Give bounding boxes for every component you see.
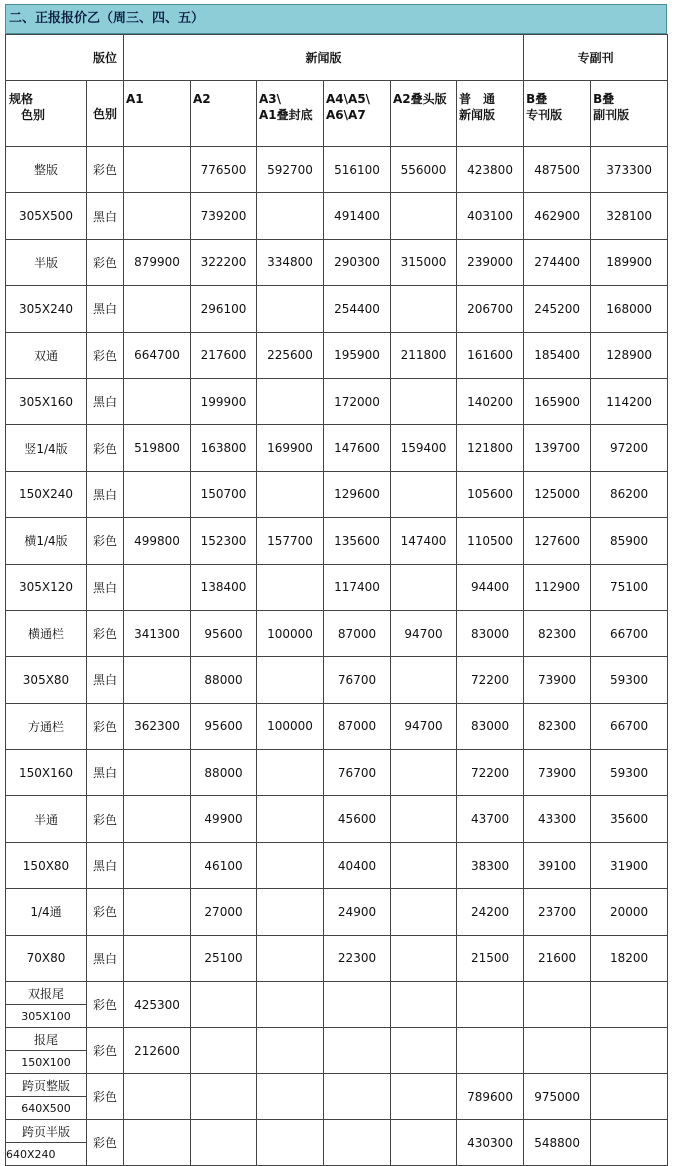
price-cell bbox=[391, 1120, 457, 1166]
price-cell: 776500 bbox=[191, 147, 257, 193]
price-cell bbox=[257, 889, 324, 935]
price-cell bbox=[391, 796, 457, 842]
price-cell: 239000 bbox=[457, 239, 524, 285]
price-cell bbox=[591, 1074, 668, 1120]
row-spec: 半通 bbox=[6, 796, 87, 842]
price-cell bbox=[391, 982, 457, 1028]
price-cell: 87000 bbox=[324, 703, 391, 749]
price-cell bbox=[391, 193, 457, 239]
price-cell: 245200 bbox=[524, 286, 591, 332]
price-cell bbox=[257, 1074, 324, 1120]
price-cell bbox=[257, 378, 324, 424]
row-spec: 双报尾 bbox=[6, 982, 87, 1005]
price-cell: 322200 bbox=[191, 239, 257, 285]
header-col-line2: A1叠封底 bbox=[259, 108, 313, 122]
price-cell: 462900 bbox=[524, 193, 591, 239]
table-row bbox=[6, 378, 668, 424]
table-row bbox=[6, 425, 668, 471]
price-cell: 43700 bbox=[457, 796, 524, 842]
price-cell: 161600 bbox=[457, 332, 524, 378]
price-cell bbox=[124, 378, 191, 424]
row-spec: 70X80 bbox=[6, 935, 87, 981]
price-cell: 66700 bbox=[591, 703, 668, 749]
price-cell bbox=[124, 147, 191, 193]
row-spec: 1/4通 bbox=[6, 889, 87, 935]
price-cell: 315000 bbox=[391, 239, 457, 285]
price-cell: 82300 bbox=[524, 610, 591, 656]
price-cell: 147600 bbox=[324, 425, 391, 471]
price-cell bbox=[257, 286, 324, 332]
price-cell bbox=[391, 1074, 457, 1120]
header-col-line1: A1 bbox=[126, 92, 144, 106]
price-cell: 125000 bbox=[524, 471, 591, 517]
price-cell: 548800 bbox=[524, 1120, 591, 1166]
header-col-line1: B叠 bbox=[526, 92, 548, 106]
price-cell: 217600 bbox=[191, 332, 257, 378]
price-cell: 100000 bbox=[257, 703, 324, 749]
price-cell bbox=[124, 935, 191, 981]
row-spec: 305X120 bbox=[6, 564, 87, 610]
row-spec: 横1/4版 bbox=[6, 518, 87, 564]
header-col-line2: A6\A7 bbox=[326, 108, 366, 122]
price-cell: 491400 bbox=[324, 193, 391, 239]
price-cell bbox=[324, 982, 391, 1028]
price-cell: 20000 bbox=[591, 889, 668, 935]
price-cell: 35600 bbox=[591, 796, 668, 842]
header-sebie: 色别 bbox=[87, 81, 124, 147]
price-cell: 73900 bbox=[524, 657, 591, 703]
price-cell: 94700 bbox=[391, 610, 457, 656]
price-cell bbox=[257, 796, 324, 842]
price-cell bbox=[124, 657, 191, 703]
price-cell bbox=[324, 1120, 391, 1166]
price-cell: 86200 bbox=[591, 471, 668, 517]
price-cell: 140200 bbox=[457, 378, 524, 424]
row-color: 彩色 bbox=[87, 147, 124, 193]
price-cell: 43300 bbox=[524, 796, 591, 842]
price-table-body bbox=[6, 35, 668, 1166]
row-size: 640X240 bbox=[6, 1143, 87, 1166]
price-cell bbox=[191, 1028, 257, 1074]
price-cell: 128900 bbox=[591, 332, 668, 378]
table-row bbox=[6, 610, 668, 656]
row-spec: 竖1/4版 bbox=[6, 425, 87, 471]
header-row-1 bbox=[6, 35, 668, 81]
price-cell: 147400 bbox=[391, 518, 457, 564]
price-cell: 168000 bbox=[591, 286, 668, 332]
table-row bbox=[6, 703, 668, 749]
price-cell: 49900 bbox=[191, 796, 257, 842]
price-cell: 499800 bbox=[124, 518, 191, 564]
price-cell: 206700 bbox=[457, 286, 524, 332]
price-cell bbox=[391, 750, 457, 796]
price-cell bbox=[124, 471, 191, 517]
row-spec: 整版 bbox=[6, 147, 87, 193]
price-cell: 121800 bbox=[457, 425, 524, 471]
row-color: 黑白 bbox=[87, 193, 124, 239]
row-spec: 150X240 bbox=[6, 471, 87, 517]
price-cell: 159400 bbox=[391, 425, 457, 471]
price-cell: 373300 bbox=[591, 147, 668, 193]
row-color: 彩色 bbox=[87, 1028, 124, 1074]
price-cell: 225600 bbox=[257, 332, 324, 378]
price-cell: 21600 bbox=[524, 935, 591, 981]
price-cell: 88000 bbox=[191, 657, 257, 703]
header-sebie-under: 色别 bbox=[21, 108, 46, 122]
price-cell: 334800 bbox=[257, 239, 324, 285]
price-cell: 95600 bbox=[191, 610, 257, 656]
price-cell bbox=[257, 750, 324, 796]
price-cell: 172000 bbox=[324, 378, 391, 424]
price-cell bbox=[257, 193, 324, 239]
price-cell: 24900 bbox=[324, 889, 391, 935]
header-col bbox=[191, 81, 257, 147]
price-cell: 82300 bbox=[524, 703, 591, 749]
row-color: 黑白 bbox=[87, 286, 124, 332]
header-col-line1: A2叠头版 bbox=[393, 92, 447, 106]
price-cell: 789600 bbox=[457, 1074, 524, 1120]
price-cell: 403100 bbox=[457, 193, 524, 239]
row-color: 彩色 bbox=[87, 703, 124, 749]
price-cell bbox=[391, 378, 457, 424]
price-cell: 18200 bbox=[591, 935, 668, 981]
price-cell bbox=[391, 1028, 457, 1074]
price-cell: 66700 bbox=[591, 610, 668, 656]
row-color: 彩色 bbox=[87, 1120, 124, 1166]
row-color: 彩色 bbox=[87, 239, 124, 285]
table-row bbox=[6, 842, 668, 888]
row-color: 黑白 bbox=[87, 750, 124, 796]
row-size: 640X500 bbox=[6, 1097, 87, 1120]
row-spec: 跨页整版 bbox=[6, 1074, 87, 1097]
row-color: 黑白 bbox=[87, 378, 124, 424]
price-cell bbox=[391, 564, 457, 610]
price-cell: 328100 bbox=[591, 193, 668, 239]
header-guige: 规格 bbox=[9, 92, 34, 106]
header-col bbox=[257, 81, 324, 147]
price-cell: 556000 bbox=[391, 147, 457, 193]
row-color: 彩色 bbox=[87, 425, 124, 471]
price-cell: 114200 bbox=[591, 378, 668, 424]
price-cell bbox=[191, 982, 257, 1028]
price-cell: 211800 bbox=[391, 332, 457, 378]
price-cell: 975000 bbox=[524, 1074, 591, 1120]
price-cell bbox=[124, 564, 191, 610]
price-cell: 21500 bbox=[457, 935, 524, 981]
header-col bbox=[524, 81, 591, 147]
price-cell: 296100 bbox=[191, 286, 257, 332]
price-cell: 105600 bbox=[457, 471, 524, 517]
price-cell bbox=[391, 471, 457, 517]
price-cell: 423800 bbox=[457, 147, 524, 193]
table-row bbox=[6, 564, 668, 610]
price-cell bbox=[257, 1028, 324, 1074]
price-cell: 739200 bbox=[191, 193, 257, 239]
price-cell: 76700 bbox=[324, 750, 391, 796]
row-color: 彩色 bbox=[87, 982, 124, 1028]
price-cell bbox=[457, 1028, 524, 1074]
header-col-line1: 普 通 bbox=[459, 92, 496, 106]
price-cell: 254400 bbox=[324, 286, 391, 332]
price-cell bbox=[324, 1074, 391, 1120]
row-color: 彩色 bbox=[87, 1074, 124, 1120]
table-row bbox=[6, 332, 668, 378]
row-color: 彩色 bbox=[87, 332, 124, 378]
row-color: 彩色 bbox=[87, 518, 124, 564]
row-color: 黑白 bbox=[87, 657, 124, 703]
price-cell: 195900 bbox=[324, 332, 391, 378]
price-table-container bbox=[5, 4, 667, 1166]
price-cell: 87000 bbox=[324, 610, 391, 656]
price-cell: 24200 bbox=[457, 889, 524, 935]
price-cell bbox=[257, 657, 324, 703]
header-col bbox=[391, 81, 457, 147]
price-cell: 127600 bbox=[524, 518, 591, 564]
price-cell bbox=[257, 471, 324, 517]
price-cell bbox=[591, 1028, 668, 1074]
price-cell: 76700 bbox=[324, 657, 391, 703]
row-color: 彩色 bbox=[87, 610, 124, 656]
price-cell: 362300 bbox=[124, 703, 191, 749]
table-row bbox=[6, 193, 668, 239]
price-cell: 138400 bbox=[191, 564, 257, 610]
price-cell: 274400 bbox=[524, 239, 591, 285]
table-row bbox=[6, 750, 668, 796]
header-col-line1: A2 bbox=[193, 92, 211, 106]
price-cell: 39100 bbox=[524, 842, 591, 888]
header-col bbox=[324, 81, 391, 147]
table-row bbox=[6, 657, 668, 703]
row-spec: 半版 bbox=[6, 239, 87, 285]
table-row bbox=[6, 935, 668, 981]
price-cell: 72200 bbox=[457, 750, 524, 796]
header-col-line1: B叠 bbox=[593, 92, 615, 106]
header-col bbox=[457, 81, 524, 147]
price-cell bbox=[124, 796, 191, 842]
table-row bbox=[6, 239, 668, 285]
price-cell bbox=[457, 982, 524, 1028]
table-row bbox=[6, 518, 668, 564]
row-spec: 305X240 bbox=[6, 286, 87, 332]
price-cell: 879900 bbox=[124, 239, 191, 285]
header-col-line2: 专刊版 bbox=[526, 108, 563, 122]
price-cell bbox=[124, 889, 191, 935]
row-spec: 跨页半版 bbox=[6, 1120, 87, 1143]
price-table bbox=[5, 34, 668, 1166]
price-cell bbox=[124, 286, 191, 332]
price-cell: 157700 bbox=[257, 518, 324, 564]
header-col-line1: A3\ bbox=[259, 92, 282, 106]
row-size: 305X100 bbox=[6, 1005, 87, 1028]
price-cell: 430300 bbox=[457, 1120, 524, 1166]
price-cell: 165900 bbox=[524, 378, 591, 424]
header-col bbox=[124, 81, 191, 147]
price-cell bbox=[391, 935, 457, 981]
header-col bbox=[591, 81, 668, 147]
price-cell bbox=[524, 1028, 591, 1074]
price-cell bbox=[391, 889, 457, 935]
table-row bbox=[6, 982, 668, 1005]
row-color: 黑白 bbox=[87, 471, 124, 517]
price-cell: 59300 bbox=[591, 750, 668, 796]
price-cell: 516100 bbox=[324, 147, 391, 193]
header-col-line2: 副刊版 bbox=[593, 108, 630, 122]
price-cell bbox=[257, 935, 324, 981]
price-cell: 487500 bbox=[524, 147, 591, 193]
price-cell bbox=[191, 1074, 257, 1120]
table-row bbox=[6, 1120, 668, 1143]
price-cell: 519800 bbox=[124, 425, 191, 471]
price-cell bbox=[124, 193, 191, 239]
price-cell: 163800 bbox=[191, 425, 257, 471]
price-cell bbox=[257, 564, 324, 610]
price-cell: 592700 bbox=[257, 147, 324, 193]
row-color: 黑白 bbox=[87, 842, 124, 888]
price-cell: 664700 bbox=[124, 332, 191, 378]
price-cell: 290300 bbox=[324, 239, 391, 285]
price-cell: 22300 bbox=[324, 935, 391, 981]
section-title: 二、正报报价乙（周三、四、五） bbox=[5, 4, 667, 34]
price-cell bbox=[124, 1074, 191, 1120]
price-cell: 189900 bbox=[591, 239, 668, 285]
price-cell: 31900 bbox=[591, 842, 668, 888]
price-cell: 83000 bbox=[457, 610, 524, 656]
price-cell bbox=[191, 1120, 257, 1166]
header-zhuanfu: 专副刊 bbox=[524, 35, 668, 81]
table-row bbox=[6, 471, 668, 517]
price-cell: 425300 bbox=[124, 982, 191, 1028]
row-color: 彩色 bbox=[87, 889, 124, 935]
price-cell: 75100 bbox=[591, 564, 668, 610]
row-spec: 150X80 bbox=[6, 842, 87, 888]
price-cell: 72200 bbox=[457, 657, 524, 703]
price-cell bbox=[324, 1028, 391, 1074]
price-cell: 139700 bbox=[524, 425, 591, 471]
price-cell: 38300 bbox=[457, 842, 524, 888]
price-cell bbox=[257, 982, 324, 1028]
price-cell: 212600 bbox=[124, 1028, 191, 1074]
price-cell: 150700 bbox=[191, 471, 257, 517]
table-row bbox=[6, 147, 668, 193]
price-cell bbox=[124, 750, 191, 796]
price-cell: 73900 bbox=[524, 750, 591, 796]
table-row bbox=[6, 1028, 668, 1051]
price-cell: 100000 bbox=[257, 610, 324, 656]
row-spec: 报尾 bbox=[6, 1028, 87, 1051]
row-color: 黑白 bbox=[87, 935, 124, 981]
price-cell bbox=[591, 1120, 668, 1166]
price-cell: 152300 bbox=[191, 518, 257, 564]
table-row bbox=[6, 796, 668, 842]
price-cell: 185400 bbox=[524, 332, 591, 378]
row-spec: 150X160 bbox=[6, 750, 87, 796]
row-spec: 305X80 bbox=[6, 657, 87, 703]
price-cell bbox=[391, 286, 457, 332]
price-cell: 46100 bbox=[191, 842, 257, 888]
price-cell: 112900 bbox=[524, 564, 591, 610]
price-cell: 117400 bbox=[324, 564, 391, 610]
price-cell: 129600 bbox=[324, 471, 391, 517]
price-cell: 40400 bbox=[324, 842, 391, 888]
price-cell: 59300 bbox=[591, 657, 668, 703]
price-cell bbox=[591, 982, 668, 1028]
price-cell bbox=[124, 842, 191, 888]
table-row bbox=[6, 889, 668, 935]
price-cell: 94400 bbox=[457, 564, 524, 610]
price-cell bbox=[124, 1120, 191, 1166]
price-cell: 83000 bbox=[457, 703, 524, 749]
price-cell: 94700 bbox=[391, 703, 457, 749]
header-banwei: 版位 bbox=[6, 35, 124, 81]
header-col-line2: 新闻版 bbox=[459, 108, 496, 122]
row-spec: 方通栏 bbox=[6, 703, 87, 749]
price-cell: 85900 bbox=[591, 518, 668, 564]
row-spec: 双通 bbox=[6, 332, 87, 378]
price-cell: 27000 bbox=[191, 889, 257, 935]
price-cell bbox=[524, 982, 591, 1028]
header-row-2 bbox=[6, 81, 668, 147]
price-cell: 25100 bbox=[191, 935, 257, 981]
price-cell: 23700 bbox=[524, 889, 591, 935]
row-spec: 305X160 bbox=[6, 378, 87, 424]
table-row bbox=[6, 286, 668, 332]
price-cell: 341300 bbox=[124, 610, 191, 656]
row-size: 150X100 bbox=[6, 1051, 87, 1074]
row-spec: 横通栏 bbox=[6, 610, 87, 656]
header-col-line1: A4\A5\ bbox=[326, 92, 371, 106]
row-spec: 305X500 bbox=[6, 193, 87, 239]
table-row bbox=[6, 1074, 668, 1097]
header-guige-sebie bbox=[6, 81, 87, 147]
price-cell: 97200 bbox=[591, 425, 668, 471]
price-cell: 169900 bbox=[257, 425, 324, 471]
price-cell bbox=[257, 842, 324, 888]
price-cell bbox=[257, 1120, 324, 1166]
price-cell: 88000 bbox=[191, 750, 257, 796]
price-cell: 199900 bbox=[191, 378, 257, 424]
price-cell: 110500 bbox=[457, 518, 524, 564]
header-xinwen: 新闻版 bbox=[124, 35, 524, 81]
price-cell: 95600 bbox=[191, 703, 257, 749]
price-cell bbox=[391, 657, 457, 703]
price-cell: 135600 bbox=[324, 518, 391, 564]
row-color: 彩色 bbox=[87, 796, 124, 842]
price-cell bbox=[391, 842, 457, 888]
price-cell: 45600 bbox=[324, 796, 391, 842]
row-color: 黑白 bbox=[87, 564, 124, 610]
